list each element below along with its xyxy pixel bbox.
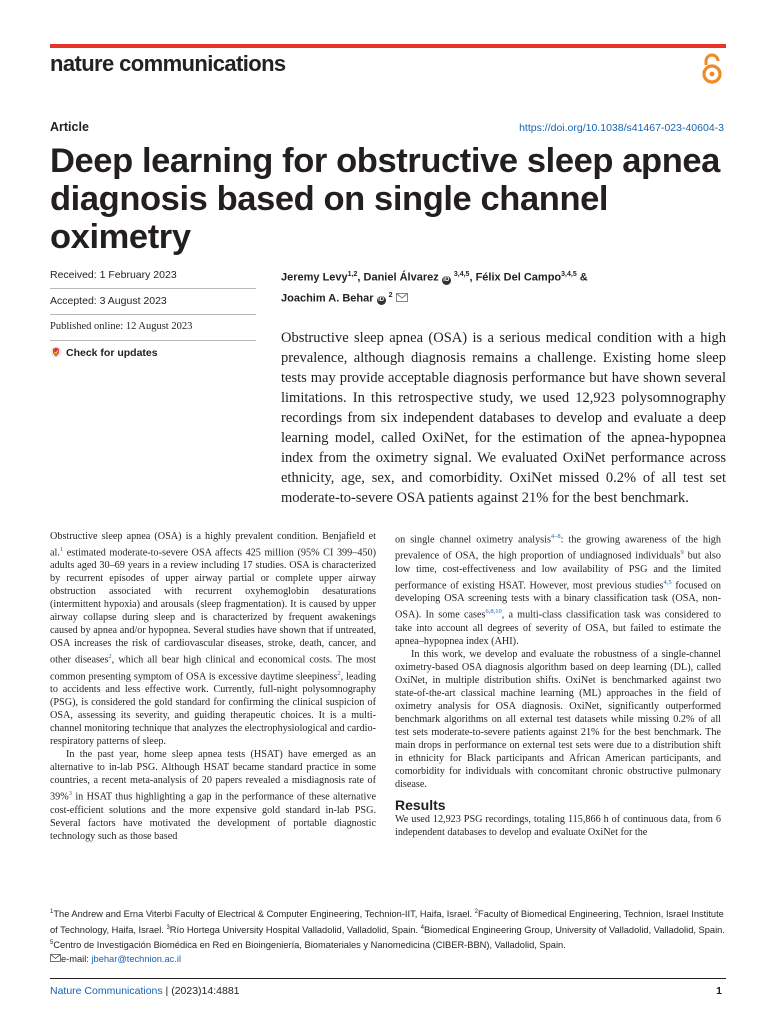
envelope-icon[interactable] [396, 293, 408, 302]
citation-link[interactable]: 6,8,10 [485, 608, 502, 616]
author-name[interactable]: Félix Del Campo [475, 271, 562, 284]
accepted-date: Accepted: 3 August 2023 [50, 289, 256, 315]
abstract: Obstructive sleep apnea (OSA) is a serious medical condition with a high prevalence, although diagnosis remains a challenge. Existing home sleep tests may provide acceptable diagnosis performance but have shown several limitations. In this retrospective study, we used 12,923 polysomnography recordings from six independent databases to develop and evaluate a deep learning model, called OxiNet, for the estimation of the apnea-hypopnea index from the oximetry signal. We evaluated OxiNet performance across ethnicity, age, sex, and comorbidity. OxiNet missed 0.2% of all test set moderate-to-severe OSA patients against 21% for the best benchmark. [281, 330, 726, 506]
citation-link[interactable]: 3 [68, 790, 72, 798]
body-paragraph: Obstructive sleep apnea (OSA) is a highly prevalent condition. Benjafield et al.$^1$ estimated moderate-to-severe OSA affects 425 million (95% CI 399–450) adults aged 30–69 years in a review including 17 studies. OSA is characterized by recurrent episodes of upper airway partial or complete upper airway obstruction associated with recurrent oxyhemoglobin desaturations (intermittent hypoxia) and arousals (sleep fragmentation). It is caused by upper airway collapse during sleep and is characterized by frequent awakenings caused by apnea and/or hypopnea. Several studies have shown that if untreated, OSA increases the risk of cardiovascular diseases, stroke, death, cancer, and other diseases$^2$, which all bear high clinical and economical costs. The most common presenting symptom of OSA is excessive daytime sleepiness$^2$, leading to accidents and less effective work. Currently, full-night polysomnography (PSG), is considered the gold standard for confirming the clinical suspicion of OSA, assessing its severity, and guiding therapeutic choices. It is a multi-channel monitoring technique that analyzes the electrophysiological and cardio-respiratory patterns of sleep. [50, 531, 376, 748]
received-date: Received: 1 February 2023 [50, 263, 256, 289]
author-name[interactable]: Joachim A. Behar [281, 292, 374, 305]
body-paragraph: In this work, we develop and evaluate the robustness of a single-channel oximetry-based OSA diagnosis algorithm based on deep learning (DL), called OxiNet, in multiple distribution shifts. OxiNet is benchmarked against two state-of-the-art classical machine learning (ML) approaches in the field of oximetry analysis for OSA diagnosis. OxiNet, significantly outperformed benchmark algorithms on all external test datasets while missing 0.2% of all test sets moderate-to-severe patients against 21% for the best benchmark. The main drops in performance on external test sets were due to a distribution shift in ethnicity for Black participants and African American participants, and comorbidity for individuals with concomitant chronic obstructive pulmonary disease. [395, 648, 721, 790]
author-name[interactable]: Daniel Álvarez [363, 271, 439, 284]
body-column-left [50, 530, 376, 843]
header-rule [50, 44, 726, 48]
citation-link[interactable]: 4–8 [550, 533, 561, 540]
author-name[interactable]: Jeremy Levy [281, 271, 348, 284]
email-link[interactable]: jbehar@technion.ac.il [91, 953, 182, 964]
author-list: Jeremy Levy$^{1,2}$, Daniel Álvarez iD $^{3,4,5}$, Félix Del Campo$^{3,4,5}$ & Joachim A. Behar iD $^2$ [281, 271, 588, 305]
citation-link[interactable]: 2 [108, 653, 112, 661]
section-heading-results: Results [395, 796, 446, 813]
check-updates-button[interactable]: Check for updates [50, 346, 158, 359]
footer-citation: Nature Communications | (2023)14:4881 [50, 985, 240, 997]
envelope-icon [50, 954, 61, 962]
article-title: Deep learning for obstructive sleep apnea diagnosis based on single channel oximetry [50, 142, 720, 256]
orcid-icon[interactable]: iD [378, 297, 385, 304]
page-number: 1 [716, 985, 722, 997]
footer-journal-link[interactable]: Nature Communications [50, 985, 163, 997]
citation-link[interactable]: 9 [680, 549, 684, 557]
doi-link[interactable]: https://doi.org/10.1038/s41467-023-40604-3 [519, 122, 724, 134]
citation-link[interactable]: 2 [337, 669, 341, 677]
affiliations-footnote: $^1$The Andrew and Erna Viterbi Faculty of Electrical & Computer Engineering, Technion-IIT, Haifa, Israel. $^2$Faculty of Biomedical Engineering, Technion, Israel Institute of Technology, Haifa, Israel. $^3$Río Hortega University Hospital Valladolid, Valladolid, Spain. $^4$Biomedical Engineering Group, University of Valladolid, Valladolid, Spain. $^5$Centro de Investigación Biomédica en Red en Bioingeniería, Biomateriales y Nanomedicina (CIBER-BBN), Valladolid, Spain. e-mail: jbehar@technion.ac.il [50, 909, 725, 964]
body-column-right [395, 530, 721, 839]
article-type-label: Article [50, 120, 89, 134]
footer-rule [50, 978, 726, 979]
orcid-icon[interactable]: iD [443, 276, 450, 283]
body-paragraph: In the past year, home sleep apnea tests (HSAT) have emerged as an alternative to in-lab PSG. Although HSAT became standard practice in some countries, a recent meta-analysis of 20 papers revealed a misdiagnosis rate of 39%$^3$ in HSAT thus highlighting a gap in the performance of these alternative cost-efficient solutions and the more expensive gold standard in-lab PSG. Several factors have motivated the development of portable diagnostic technology such as those based [50, 749, 376, 842]
citation-link[interactable]: 4,5 [663, 578, 672, 586]
published-date: Published online: 12 August 2023 [50, 315, 256, 341]
body-paragraph: We used 12,923 PSG recordings, totaling 115,866 h of continuous data, from 6 independent databases to develop and evaluate OxiNet for the [395, 813, 721, 838]
open-access-icon [700, 52, 724, 86]
citation-link[interactable]: 1 [59, 546, 64, 553]
check-updates-icon [50, 346, 62, 358]
body-paragraph: on single channel oximetry analysis$^{4-8}$: the growing awareness of the high prevalence of OSA, the high proportion of undiagnosed individuals$^9$ but also low time, cost-effectiveness and low availability of PSG and the limited performance of existing HSAT. However, most previous studies$^{4,5}$ focused on developing OSA screening tests with a binary classification task (OSA, non-OSA). In some cases$^{6,8,10}$, a multi-class classification task was considered to take into account all degrees of severity of OSA, but failed to estimate the apnea–hypopnea index (AHI). [395, 533, 721, 647]
journal-name: nature communications [50, 51, 286, 76]
